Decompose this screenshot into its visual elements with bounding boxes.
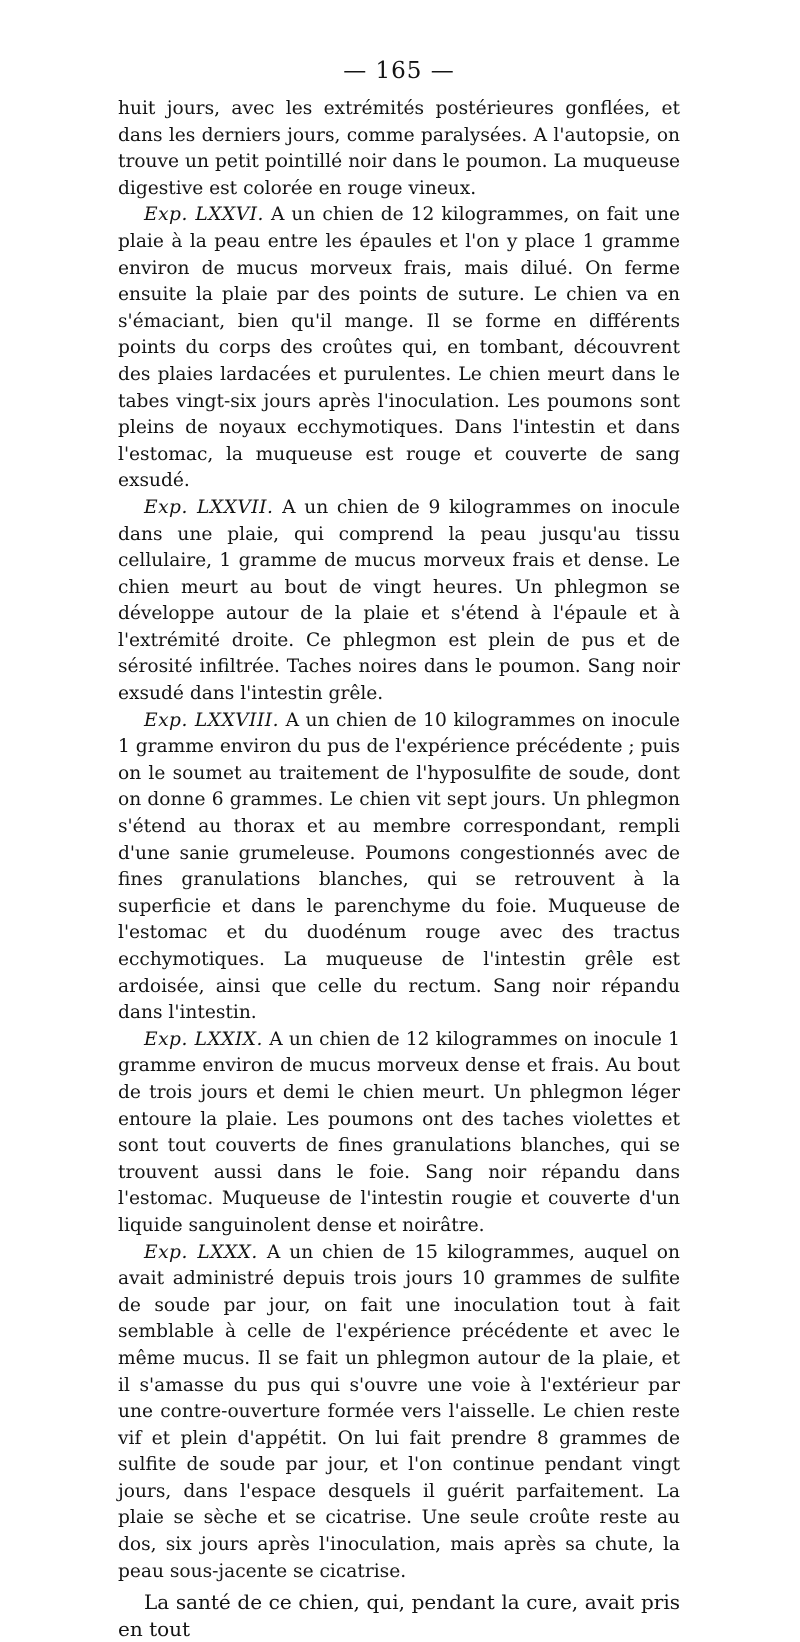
paragraph-text: A un chien de 10 kilogrammes on inocule 1 gramme environ du pus de l'expérience précédente ; puis on le soumet au traitement de l'hyposulfite de soude, dont on donne 6 grammes. Le chien vit sept jours. Un phlegmon s'étend au thorax et au membre correspondant, rempli d'une sanie grumeleuse. Poumons congestionnés avec de fines granulations blanches, qui se retrouvent à la superficie et dans le parenchyme du foie. Muqueuse de l'estomac et du duodénum rouge avec des tractus ecchymotiques. La muqueuse de l'intestin grêle est ardoisée, ainsi que celle du rectum. Sang noir répandu dans l'intestin. bbox=[118, 709, 680, 1024]
paragraph-exp-76 bbox=[118, 202, 680, 495]
paragraph-text: La santé de ce chien, qui, pendant la cure, avait pris en tout bbox=[118, 1590, 680, 1641]
experiment-label: Exp. LXXVI. bbox=[144, 204, 264, 226]
paragraph-final-line bbox=[118, 1589, 680, 1642]
paragraph-exp-77 bbox=[118, 495, 680, 708]
experiment-label: Exp. LXXVII. bbox=[144, 496, 274, 518]
paragraph-text: A un chien de 9 kilogrammes on inocule dans une plaie, qui comprend la peau jusqu'au tissu cellulaire, 1 gramme de mucus morveux frais et dense. Le chien meurt au bout de vingt heures. Un phlegmon se développe autour de la plaie et s'étend à l'épaule et à l'extrémité droite. Ce phlegmon est plein de pus et de sérosité infiltrée. Taches noires dans le poumon. Sang noir exsudé dans l'intestin grêle. bbox=[118, 496, 680, 705]
experiment-label: Exp. LXXIX. bbox=[144, 1028, 263, 1050]
paragraph-text: huit jours, avec les extrémités postérieures gonflées, et dans les derniers jours, comme paralysées. A l'autopsie, on trouve un petit pointillé noir dans le poumon. La muqueuse digestive est colorée en rouge vineux. bbox=[118, 98, 680, 199]
page-number: — 165 — bbox=[343, 58, 455, 84]
paragraph-exp-80 bbox=[118, 1240, 680, 1586]
paragraph-text: A un chien de 12 kilogrammes, on fait une plaie à la peau entre les épaules et l'on y place 1 gramme environ de mucus morveux frais, mais dilué. On ferme ensuite la plaie par des points de suture. Le chien va en s'émaciant, bien qu'il mange. Il se forme en différents points du corps des croûtes qui, en tombant, découvrent des plaies lardacées et purulentes. Le chien meurt dans le tabes vingt-six jours après l'inoculation. Les poumons sont pleins de noyaux ecchymotiques. Dans l'intestin et dans l'estomac, la muqueuse est rouge et couverte de sang exsudé. bbox=[118, 204, 680, 492]
paragraph-continuation bbox=[118, 96, 680, 202]
paragraph-exp-79 bbox=[118, 1027, 680, 1240]
paragraph-exp-78 bbox=[118, 708, 680, 1027]
paragraph-text: A un chien de 12 kilogrammes on inocule 1 gramme environ de mucus morveux dense et frais. Au bout de trois jours et demi le chien meurt. Un phlegmon léger entoure la plaie. Les poumons ont des taches violettes et sont tout couverts de fines granulations blanches, qui se trouvent aussi dans le foie. Sang noir répandu dans l'estomac. Muqueuse de l'intestin rougie et couverte d'un liquide sanguinolent dense et noirâtre. bbox=[118, 1028, 680, 1236]
body-text bbox=[118, 96, 680, 1642]
paragraph-text: A un chien de 15 kilogrammes, auquel on avait administré depuis trois jours 10 grammes de sulfite de soude par jour, on fait une inoculation tout à fait semblable à celle de l'expérience précédente et avec le même mucus. Il se fait un phlegmon autour de la plaie, et il s'amasse du pus qui s'ouvre une voie à l'extérieur par une contre-ouverture formée vers l'aisselle. Le chien reste vif et plein d'appétit. On lui fait prendre 8 grammes de sulfite de soude par jour, et l'on continue pendant vingt jours, dans l'espace desquels il guérit parfaitement. La plaie se sèche et se cicatrise. Une seule croûte reste au dos, six jours après l'inoculation, mais après sa chute, la peau sous-jacente se cicatrise. bbox=[118, 1241, 680, 1582]
experiment-label: Exp. LXXVIII. bbox=[144, 709, 280, 731]
experiment-label: Exp. LXXX. bbox=[144, 1241, 258, 1263]
